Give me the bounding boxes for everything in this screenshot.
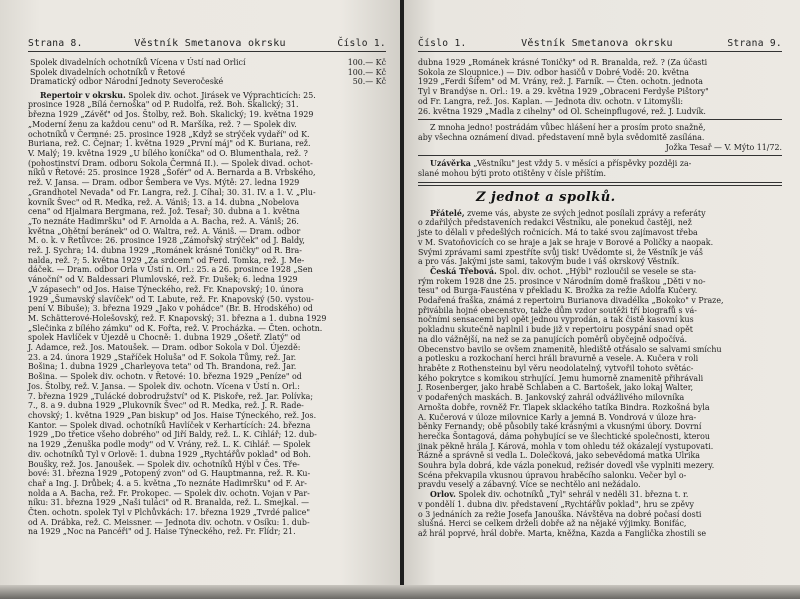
text-line: 7., 8. a 9. dubna 1929 „Plukovník Švec" od R. Medka, rež. J. R. Rade- — [28, 401, 304, 411]
repertoire-body — [28, 100, 386, 537]
repertoire-first-line — [28, 91, 386, 101]
repertoire-heading: Repertoir v okrsku. — [40, 90, 126, 100]
text-line: pravdu veselý a zábavný. Více se nechtělo ani nežádalo. — [418, 480, 641, 490]
text-line: div. ochotníků Tyl v Orlově: 1. dubna 1929 „Rychtářův poklad" od Boh. — [28, 449, 311, 459]
text-line: bové: 31. března 1929 „Potopený zvon" od G. Hauptmanna, rež. R. Ku- — [28, 469, 311, 479]
text-line: M. Schätterové-Holešovský, rež. F. Knapovský; 31. března a 1. dubna 1929 — [28, 313, 327, 323]
right-page — [404, 0, 800, 599]
paragraph-lead: Česká Třebová. — [430, 266, 497, 276]
section-body — [418, 209, 782, 539]
paragraph-lead: Orlov. — [430, 490, 456, 500]
text-line: „Moderní ženu za každou cenu" od R. Maršíka, rež. ? — Spolek div. — [28, 119, 297, 129]
page-bottom-edge — [0, 585, 800, 599]
text-line: od A. Drábka, rež. C. Meissner. — Jednota div. ochotn. v Osíku: 1. dub- — [28, 517, 310, 527]
text-line: od Fr. Langra, rež. Jos. Kaplan. — Jednota div. ochotn. v Litomyšli: — [418, 96, 684, 106]
text-line: 7. března 1929 „Tulácké dobrodružství" od K. Piskoře, rež. Jar. Polívka; — [28, 391, 313, 401]
donation-row — [28, 77, 386, 87]
text-line: nalda, rež. ?; 5. května 1929 „Za srdcem" od Ferd. Tomka, rež. J. Me- — [28, 255, 305, 265]
text-line: Jos. Štolby, rež. V. Jansa. — Spolek div. ochotn. Vícena v Ústí n. Orl.: — [28, 381, 300, 391]
text-line: Podařená fraška, známá z repertoiru Burianova divadélka „Bokoko" v Praze, — [418, 296, 724, 306]
text-line: V. Malý; 19. května 1929 „U bílého koníčka" od O. Blumenthala, rež. ? — [28, 149, 308, 158]
right-periodical-title: Věstník Smetanova okrsku — [521, 38, 673, 49]
text-line: 1929 „Šumavský slavíček" od T. Labute, rež. Fr. Knapovský (50. vystou- — [28, 294, 314, 304]
text-line: v podařených maskách. B. Jankovský zahrál odvážlivého milovníka — [418, 393, 685, 403]
text-line: dáček. — Dram. odbor Orla v Ústí n. Orl.: 25. a 26. prosince 1928 „Sen — [28, 265, 313, 275]
text-line: pokladnu skutečně naplnil i bude již v repertoiru posypání snad opět — [418, 325, 693, 335]
text-line: níku: 31. března 1929 „Naši tuláci" od R. Branalda, rež. L. Smejkal. — — [28, 498, 309, 508]
text-line: rež. J. Sychra; 14. dubna 1929 „Románek krásné Toničky" od R. Bra- — [28, 246, 302, 256]
text-line: rež. V. Jansa. — Dram. odbor Šembera ve Vys. Mýtě: 27. ledna 1929 — [28, 178, 300, 188]
text-line: Tyl v Brandýse n. Orl.: 19. a 29. května 1929 „Obraceni Ferdyše Pištory" — [418, 87, 709, 97]
text-line: „To neznáte Hadimršku" od F. Arnolda a A. Bacha, rež. A. Vániš; 26. — [28, 216, 299, 226]
text-line: Boušky, rež. Jos. Janoušek. — Spolek div. ochotníků Hýbl v Čes. Tře- — [28, 459, 300, 469]
text-line: „Grandhotel Nevada" od Fr. Langra, rež. J. Cíhal; 30. 31. IV. a 1. V. „Plu- — [28, 187, 316, 197]
text-line: vánoční" od V. Baldessari Plumlovské, rež. Fr. Dušek; 6. ledna 1929 — [28, 275, 298, 285]
text-line: prosince 1928 „Bílá černoška" od P. Rudolfa, rež. Boh. Skalický; 31. — [28, 100, 299, 110]
donation-row — [28, 58, 386, 68]
text-line: Buriana, rež. C. Čejnar; 1. května 1929 „První máj" od K. Buriana, rež. — [28, 139, 311, 149]
text-line: ochotníků v Čermné: 25. prosince 1928 „Když se strýček vydaří" od K. — [28, 129, 310, 139]
text-line: chovský; 1. května 1929 „Pan biskup" od Jos. Haise Týneckého, rež. Jos. — [28, 410, 317, 420]
text-line: spolek Havlíček v Újezdě u Chocně: 1. dubna 1929 „Ošetř. Zlatý" od — [28, 333, 301, 343]
text-line: běnky Fernandy; obě působily také krásnými a vkusnými úbory. Dovrní — [418, 422, 702, 432]
text-line — [418, 267, 782, 277]
text-line: nolda a A. Bacha, rež. Fr. Prokopec. — Spolek div. ochotn. Vojan v Par- — [28, 488, 310, 498]
text-line: kého pokrytce s komikou strhující. Jemu humorně znamenitě přihrávali — [418, 373, 704, 383]
repertoire-section — [28, 91, 386, 537]
deadline-notice — [418, 159, 782, 178]
text-line: jinak pěkně hrála J. Kárová, mohla v tom ohledu též okázalejí vystupovati. — [418, 441, 714, 451]
text-line: až hrál poprvé, hrál dobře. Marta, kněžna, Kazda a Fanglička zhostili se — [418, 528, 707, 538]
right-page-header — [418, 38, 782, 52]
text-line: na 1929 „Noc na Pancéři" od J. Haise Týneckého, rež. Fr. Flídr; 21. — [28, 527, 296, 537]
text-line: v M. Svatoňovicích co se hraje a jak se hraje v Borové a Poličky a naopak. — [418, 237, 714, 247]
text-line: a pro vás. Jakými jste sami, takovým bude i váš okrskový Věstník. — [418, 257, 680, 267]
paragraph-lead: Přátelé, — [430, 208, 465, 218]
text-line: Rázně a správně si vedla L. Dolečková, jako sebevědomá matka Ulrika — [418, 451, 700, 461]
donation-name: Spolek divadelních ochotníků v Řetové — [30, 67, 186, 77]
text-line: hraběte z Rothensteinu byl věru neodolatelný, vytvořil tohoto světác- — [418, 363, 694, 373]
text-line: na dlo vážnější, na než se za panujících poměrů obyčejně odpočívá. — [418, 334, 687, 344]
text-line: dubna 1929 „Románek krásné Toničky" od R. Branalda, rež. ? (Za účasti — [418, 58, 708, 67]
donation-amount: 100.— Kč — [347, 58, 386, 67]
text-line: Souhra byla dobrá, kde vázla ponekud, režisér dovedl vše vyplniti mezery. — [418, 461, 715, 471]
text-line: J. Adamce, rež. Jos. Matoušek. — Dram. odbor Sokola v Dol. Újezdě: — [28, 343, 301, 353]
deadline-line: slané mohou býti proto otištěny v čísle příštím. — [418, 169, 607, 179]
text-line: 1929 „Ferdi Šífem" od M. Vrány, rež. J. Farník. — Čten. ochotn. jednota — [418, 77, 703, 87]
text-line: Svými zprávami sami zpestříte svůj tisk! Uvědomte si, že Věstník je váš — [418, 247, 703, 257]
donation-list — [28, 58, 386, 87]
deadline-line: „Věstníku" jest vždy 5. v měsíci a příspěvky později za- — [473, 159, 692, 169]
text-line: Scéna překvapila vkusnou úpravou hraběcího salonku. Večer byl o- — [418, 470, 687, 480]
donation-row — [28, 68, 386, 78]
text-line: Obecenstvo bavilo se ovšem znamenitě, hlediště otřásalo se salvami smíchu — [418, 344, 722, 354]
note-signature: Jožka Tesař — V. Mýto 11/72. — [665, 142, 782, 152]
text-line: níků v Řetové: 25. prosince 1928 „Šofér" od A. Bernarda a B. Vrbského, — [28, 168, 316, 178]
note-line: Z mnoha jedno! postrádám vůbec hlášení her a prosím proto snažně, — [430, 123, 706, 133]
left-periodical-title: Věstník Smetanova okrsku — [134, 38, 286, 49]
text-line: nočními sensacemi byl opět jednou vyprodán, a tak čistě kasovní kus — [418, 315, 694, 325]
donation-amount: 100.— Kč — [347, 67, 386, 77]
editor-note — [418, 123, 782, 152]
text-line: A. Kučerová v úloze milovnice Karly a jemná B. Vondrová v úloze hra- — [418, 412, 697, 422]
text-line: přivábila hojné obecenstvo, takže dům vzdor soutěži tří biografů s vá- — [418, 305, 697, 315]
text-line: J. Rosenberger, jako hrabě Schlaben a C. Bartošek, jako lokaj Walter, — [418, 383, 694, 393]
right-issue-number: Číslo 1. — [418, 38, 467, 49]
text-line: cena" od Hjalmara Bergmana, rež. Jož. Tesař; 30. dubna a 1. května — [28, 207, 300, 217]
paragraph-text: Spolek div. ochotníků „Tyl" sehrál v neděli 31. března t. r. — [455, 490, 689, 500]
text-line: Bošina; 1. dubna 1929 „Charleyova teta" od Th. Brandona, rež. Jar. — [28, 362, 297, 372]
text-line: herečka Šontagová, dáma pohybující se ve šlechtické společnosti, kterou — [418, 431, 711, 441]
text-line — [418, 490, 782, 500]
repertoire-continuation — [418, 58, 782, 116]
section-title: Z jednot a spolků. — [476, 189, 616, 205]
text-line: 23. a 24. února 1929 „Staříček Holuša" od F. Sokola Tůmy, rež. Jar. — [28, 352, 297, 362]
paragraph-text: Spol. div. ochot. „Hýbl" rozloučil se vesele se sta- — [496, 266, 697, 276]
deadline-label: Uzávěrka — [430, 159, 471, 169]
text-line: a potlesku a rozkochaní herci hráli bravurně a vesele. A. Kučera v roli — [418, 354, 699, 364]
text-line: tesu" od Burga-Fausténa v překladu K. Brožka za režie Adolfa Kučery. — [418, 286, 698, 296]
text-line: „V zápasech" od Jos. Haise Týneckého, rež. Fr. Knapovský; 10. února — [28, 284, 304, 294]
text-line: Sokola ze Sloupnice.) — Div. odbor hasičů v Dobré Vodě: 20. května — [418, 67, 689, 77]
left-page-number: Strana 8. — [28, 38, 83, 49]
text-line: „Slečinka z bílého zámku" od K. Fořta, rež. V. Procházka. — Čten. ochotn. — [28, 323, 323, 333]
text-line: Spolek div. ochot. Jirásek ve Výprachticích: 25. — [128, 90, 316, 100]
text-line: března 1929 „Závěť" od Jos. Štolby, rež. Boh. Skalický; 19. května 1929 — [28, 110, 314, 120]
text-line: v pondělí 1. dubna div. představení „Rychtářův poklad", hru se zpěvy — [418, 499, 694, 509]
text-line: Kantor. — Spolek divad. ochotníků Havlíček v Kerhartících: 24. března — [28, 420, 311, 430]
text-line: M. o. k. v Řetůvce: 26. prosince 1928 „Zámořský strýček" od J. Baldy, — [28, 236, 305, 246]
left-page-header — [28, 38, 386, 52]
note-line: aby všechna oznámení divad. představení mně byla svědomitě zasílána. — [418, 132, 705, 142]
text-line: o zdařilých představeních redakci Věstníku, ale ponekud častěji, než — [418, 218, 692, 228]
donation-amount: 50.— Kč — [352, 77, 386, 87]
left-issue-number: Číslo 1. — [337, 38, 386, 49]
text-line: rým rokem 1928 dne 25. prosince v Národním domě fraškou „Děti v no- — [418, 276, 706, 286]
text-line: 1929 „Do třetice všeho dobrého" od Jiří Baldy, rež. L. K. Cihlář; 12. dub- — [28, 430, 317, 440]
text-line: jste to dělali v předešlých ročnicích. Má to také svou zajímavost třeba — [418, 228, 698, 238]
text-line: na 1929 „Ženuška podle mody" od V. Vrány, rež. L. K. Cihlář. — Spolek — [28, 440, 311, 450]
text-line: kovník Švec" od R. Medka, rež. A. Vániš; 13. a 14. dubna „Nobelova — [28, 197, 300, 207]
donation-name: Dramatický odbor Národní Jednoty Severočeské — [30, 77, 224, 87]
text-line: května „Ohětní beránek" od O. Waltra, rež. A. Vániš. — Dram. odbor — [28, 226, 301, 236]
paragraph-text: zveme vás, abyste ze svých jednot posílali zprávy a referáty — [464, 208, 706, 218]
text-line: slušná. Herci se celkem drželi dobře až na nějaké výjimky. Bonifác, — [418, 519, 687, 529]
text-line: 26. května 1929 „Madla z cihelny" od Ol. Scheinpflugové, rež. J. Ludvík. — [418, 106, 706, 116]
text-line — [418, 209, 782, 219]
text-line: chař a Ing. J. Drůbek; 4. a 5. května „To neznáte Hadimršku" od F. Ar- — [28, 478, 307, 488]
text-line: Čten. ochotn. spolek Tyl v Plchůvkách: 17. března 1929 „Tvrdé palice" — [28, 508, 310, 518]
right-page-number: Strana 9. — [727, 38, 782, 49]
text-line: Arnošta dobře, rovněž Fr. Tlapek sklackého tatíka Bindra. Rozkošná byla — [418, 402, 710, 412]
text-line: (pohostinství Dram. odboru Sokola Čermná II.). — Spolek divad. ochot- — [28, 158, 313, 168]
text-line: pení V. Bibuše); 3. března 1929 „Jako v pohádce" (Br. B. Hrodského) od — [28, 304, 313, 314]
text-line: Bošina. — Spolek div. ochotn. v Řetové: 10. března 1929 „Peníze" od — [28, 372, 302, 382]
donation-name: Spolek divadelních ochotníků Vícena v Ústí nad Orlicí — [30, 58, 246, 67]
text-line: o 3 jednáních za režie Josefa Janouška. Návštěva na dobré počasí dosti — [418, 509, 702, 519]
